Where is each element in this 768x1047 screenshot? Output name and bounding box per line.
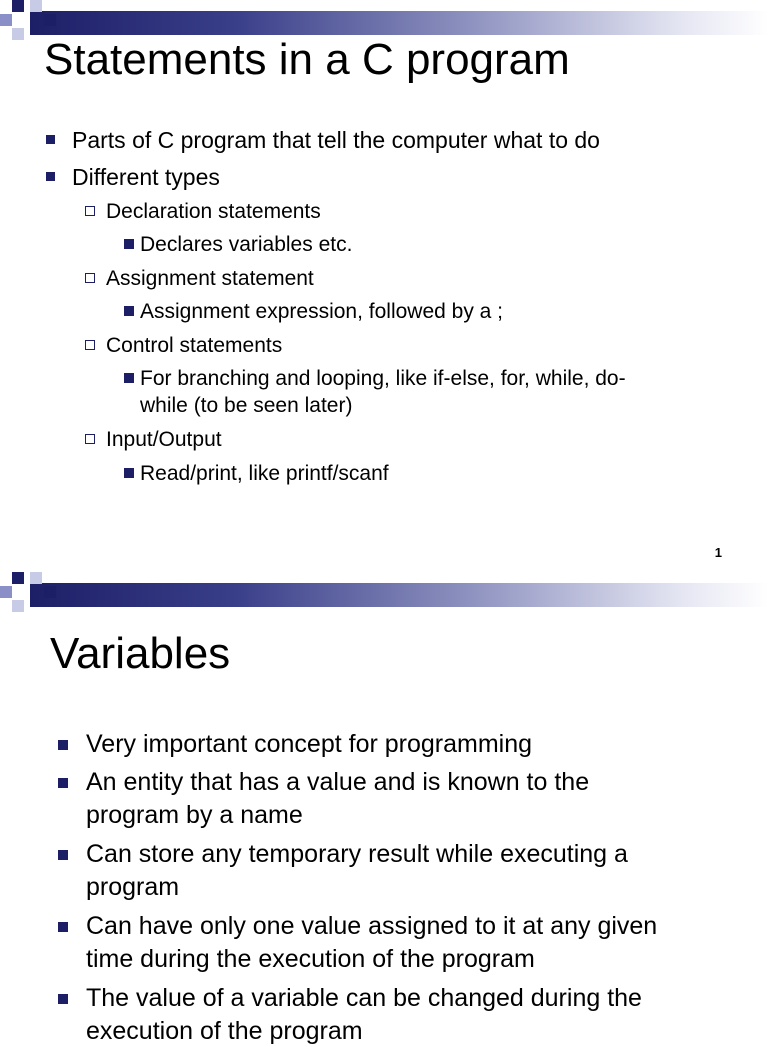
bullet-text: Can store any temporary result while executing a — [86, 840, 628, 868]
filled-square-bullet-icon — [58, 922, 68, 932]
decor-square-icon — [44, 586, 56, 598]
decor-square-icon — [12, 0, 24, 12]
title-gradient-bar — [30, 583, 768, 607]
hollow-square-bullet-icon — [85, 434, 95, 444]
filled-square-bullet-icon — [124, 373, 134, 383]
bullet-text: Very important concept for programming — [86, 730, 533, 758]
bullet-text: Can have only one value assigned to it at any given — [86, 912, 658, 940]
filled-square-bullet-icon — [124, 306, 134, 316]
detail-text: Read/print, like printf/scanf — [140, 462, 389, 485]
filled-square-bullet-icon — [46, 172, 55, 181]
bullet-text: program — [86, 873, 180, 901]
detail-text: Assignment expression, followed by a ; — [140, 300, 504, 323]
hollow-square-bullet-icon — [85, 206, 95, 216]
sub-bullet-text: Control statements — [106, 334, 283, 357]
detail-text: Declares variables etc. — [140, 233, 353, 256]
bullet-text: The value of a variable can be changed during the — [86, 984, 642, 1012]
bullet-text: program by a name — [86, 801, 303, 829]
hollow-square-bullet-icon — [85, 340, 95, 350]
bullet-text: time during the execution of the program — [86, 945, 535, 973]
decor-square-icon — [12, 572, 24, 584]
bullet-text: An entity that has a value and is known to the — [86, 768, 590, 796]
sub-bullet-text: Input/Output — [106, 428, 222, 451]
decor-square-icon — [44, 14, 56, 26]
hollow-square-bullet-icon — [85, 273, 95, 283]
filled-square-bullet-icon — [124, 468, 134, 478]
bullet-text: Different types — [72, 164, 220, 190]
decor-square-icon — [12, 28, 24, 40]
filled-square-bullet-icon — [124, 239, 134, 249]
detail-text: For branching and looping, like if-else, for, while, do- — [140, 367, 626, 390]
slide-title: Variables — [50, 629, 231, 678]
title-gradient-bar — [30, 11, 768, 35]
filled-square-bullet-icon — [46, 135, 55, 144]
filled-square-bullet-icon — [58, 740, 68, 750]
decor-square-icon — [0, 14, 12, 26]
slide-variables — [0, 572, 768, 1045]
slide-title: Statements in a C program — [44, 35, 570, 84]
decor-square-icon — [30, 0, 42, 12]
filled-square-bullet-icon — [58, 994, 68, 1004]
decor-square-icon — [12, 600, 24, 612]
bullet-text: execution of the program — [86, 1017, 363, 1045]
bullet-text: Parts of C program that tell the computer what to do — [72, 127, 600, 153]
filled-square-bullet-icon — [58, 778, 68, 788]
sub-bullet-text: Declaration statements — [106, 200, 321, 223]
decor-square-icon — [30, 572, 42, 584]
page-number: 1 — [714, 545, 722, 560]
detail-text: while (to be seen later) — [140, 394, 353, 417]
sub-bullet-text: Assignment statement — [106, 267, 314, 290]
filled-square-bullet-icon — [58, 850, 68, 860]
decor-square-icon — [0, 586, 12, 598]
